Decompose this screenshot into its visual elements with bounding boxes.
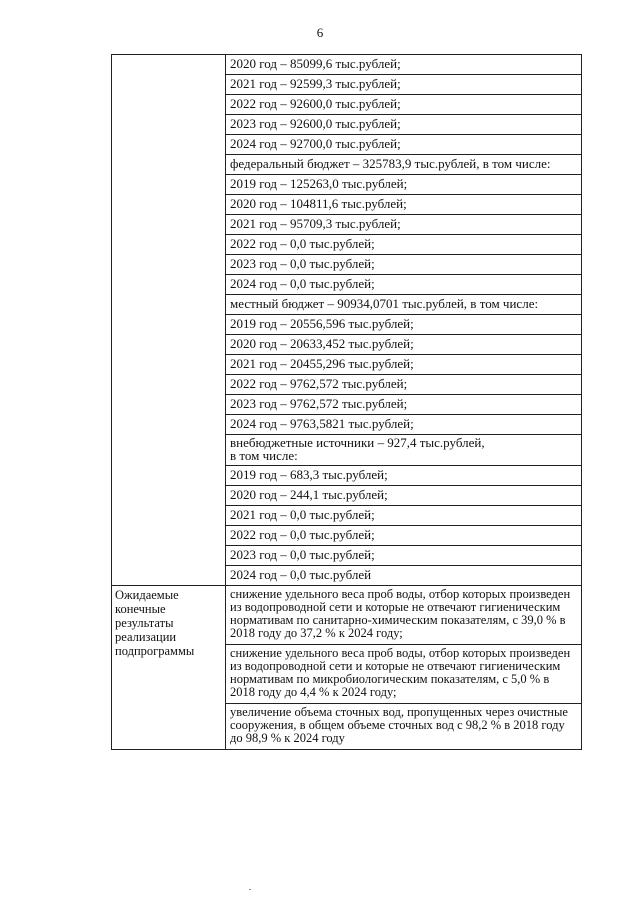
results-row: [112, 586, 582, 750]
funding-line: 2024 год – 0,0 тыс.рублей;: [226, 274, 581, 294]
funding-line: 2021 год – 95709,3 тыс.рублей;: [226, 214, 581, 234]
funding-line: 2022 год – 0,0 тыс.рублей;: [226, 234, 581, 254]
funding-line: 2022 год – 92600,0 тыс.рублей;: [226, 94, 581, 114]
page-number: 6: [316, 25, 324, 40]
funding-line: 2020 год – 244,1 тыс.рублей;: [226, 485, 581, 505]
funding-label-cell: [112, 55, 226, 586]
funding-line: 2021 год – 0,0 тыс.рублей;: [226, 505, 581, 525]
funding-line: местный бюджет – 90934,0701 тыс.рублей, в том числе:: [226, 294, 581, 314]
funding-values-cell: [226, 55, 582, 586]
funding-line: федеральный бюджет – 325783,9 тыс.рублей, в том числе:: [226, 154, 581, 174]
funding-line: 2024 год – 0,0 тыс.рублей: [226, 565, 581, 585]
results-values-cell: [226, 586, 582, 750]
funding-line: 2022 год – 9762,572 тыс.рублей;: [226, 374, 581, 394]
funding-line: 2022 год – 0,0 тыс.рублей;: [226, 525, 581, 545]
result-paragraph: снижение удельного веса проб воды, отбор которых произведен из водопроводной сети и которые не отвечают гигиеническим нормативам по санитарно-химическим показателям, с 39,0 % в 2018 году до 37,2 % к 2024 году;: [230, 587, 571, 640]
result-paragraph: снижение удельного веса проб воды, отбор которых произведен из водопроводной сети и которые не отвечают гигиеническим нормативам по микробиологическим показателям, с 5,0 % в 2018 году до 4,4 % к 2024 году;: [226, 644, 581, 703]
funding-line: 2021 год – 92599,3 тыс.рублей;: [226, 74, 581, 94]
funding-line: 2024 год – 92700,0 тыс.рублей;: [226, 134, 581, 154]
funding-line: 2020 год – 20633,452 тыс.рублей;: [226, 334, 581, 354]
funding-line: 2020 год – 104811,6 тыс.рублей;: [226, 194, 581, 214]
funding-line: 2023 год – 9762,572 тыс.рублей;: [226, 394, 581, 414]
scan-speck: [249, 889, 251, 890]
funding-line: 2023 год – 0,0 тыс.рублей;: [226, 254, 581, 274]
funding-line: 2023 год – 0,0 тыс.рублей;: [226, 545, 581, 565]
funding-line: 2020 год – 85099,6 тыс.рублей;: [230, 56, 401, 71]
funding-line: 2019 год – 125263,0 тыс.рублей;: [226, 174, 581, 194]
subprogram-passport-table: [111, 54, 582, 750]
results-label-cell: [112, 586, 226, 750]
funding-line: внебюджетные источники – 927,4 тыс.рублей, в том числе:: [226, 434, 581, 465]
funding-line: 2021 год – 20455,296 тыс.рублей;: [226, 354, 581, 374]
funding-line: 2019 год – 20556,596 тыс.рублей;: [226, 314, 581, 334]
funding-line: 2023 год – 92600,0 тыс.рублей;: [226, 114, 581, 134]
funding-line: 2024 год – 9763,5821 тыс.рублей;: [226, 414, 581, 434]
funding-row: [112, 55, 582, 586]
funding-line: 2019 год – 683,3 тыс.рублей;: [226, 465, 581, 485]
result-paragraph: увеличение объема сточных вод, пропущенных через очистные сооружения, в общем объеме сточных вод с 98,2 % в 2018 году до 98,9 % к 2024 году: [226, 703, 581, 749]
results-label: Ожидаемые конечные результаты реализации подпрограммы: [115, 588, 195, 658]
